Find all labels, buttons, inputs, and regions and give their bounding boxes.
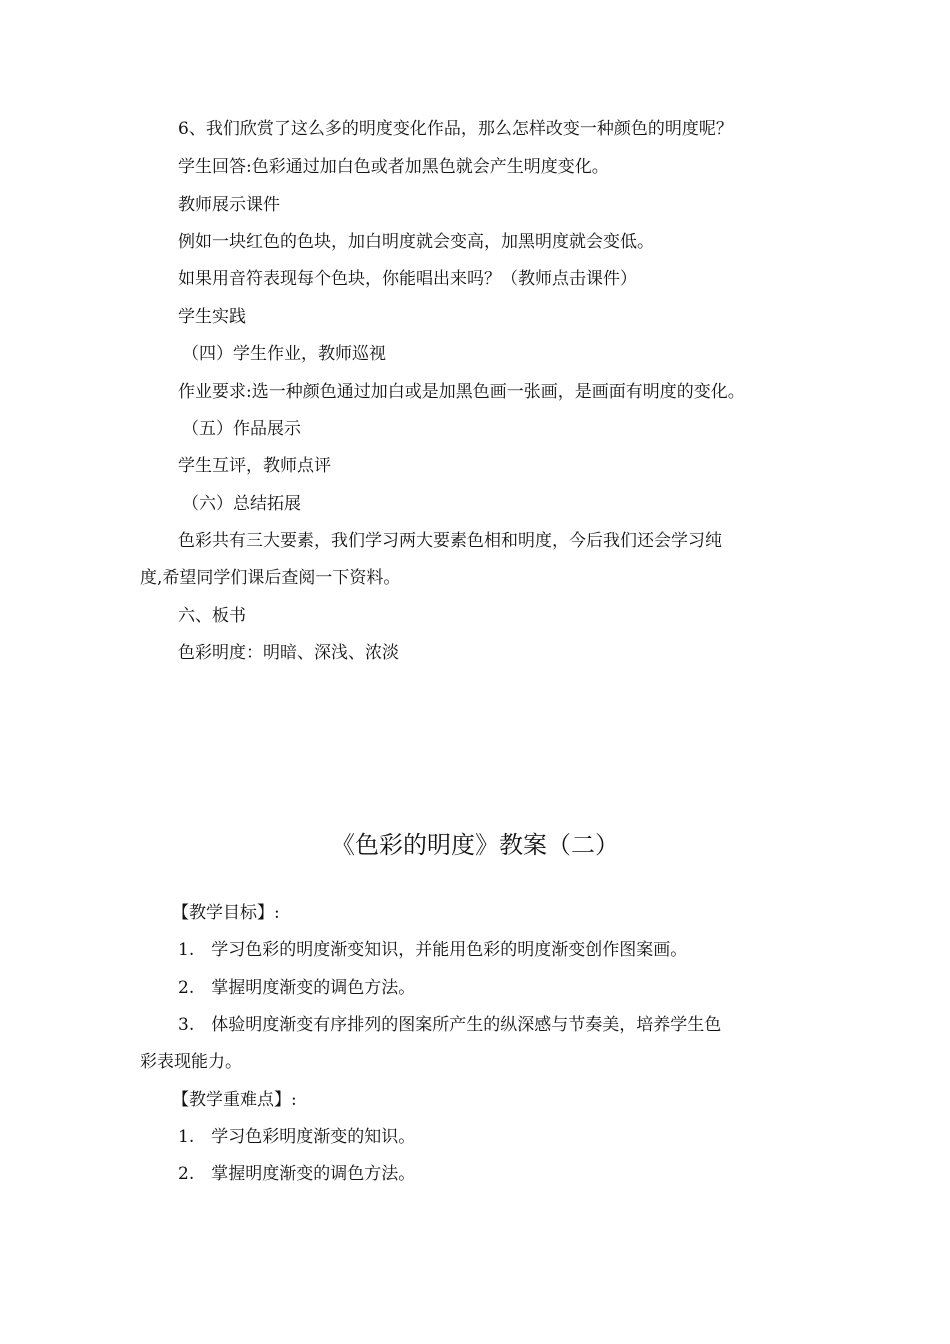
list-item: 1. 学习色彩明度渐变的知识。 — [178, 1127, 416, 1147]
subheading: 六、板书 — [178, 606, 246, 626]
text-line: 6、我们欣赏了这么多的明度变化作品，那么怎样改变一种颜色的明度呢？ — [178, 119, 733, 139]
text-line: 色彩明度：明暗、深浅、浓淡 — [178, 643, 399, 663]
subheading: （五）作品展示 — [182, 419, 301, 439]
subheading: （六）总结拓展 — [182, 494, 301, 514]
list-item: 3. 体验明度渐变有序排列的图案所产生的纵深感与节奏美，培养学生色 — [178, 1015, 722, 1035]
text-line: 彩表现能力。 — [140, 1052, 242, 1072]
subheading: （四）学生作业，教师巡视 — [182, 344, 386, 364]
document-title: 《色彩的明度》教案（二） — [331, 831, 619, 859]
text-line: 学生实践 — [178, 307, 246, 327]
list-item: 1. 学习色彩的明度渐变知识，并能用色彩的明度渐变创作图案画。 — [178, 940, 688, 960]
text-line: 作业要求:选一种颜色通过加白或是加黑色画一张画，是画面有明度的变化。 — [178, 382, 745, 402]
text-line: 教师展示课件 — [178, 195, 280, 215]
section-heading: 【教学重难点】: — [172, 1090, 297, 1110]
text-line: 学生互评，教师点评 — [178, 456, 331, 476]
text-line: 如果用音符表现每个色块，你能唱出来吗？（教师点击课件） — [178, 269, 637, 289]
text-line: 例如一块红色的色块，加白明度就会变高，加黑明度就会变低。 — [178, 232, 654, 252]
text-line: 色彩共有三大要素，我们学习两大要素色相和明度，今后我们还会学习纯 — [178, 531, 722, 551]
text-line: 度,希望同学们课后查阅一下资料。 — [140, 568, 401, 588]
section-heading: 【教学目标】: — [172, 903, 280, 923]
list-item: 2. 掌握明度渐变的调色方法。 — [178, 1164, 416, 1184]
list-item: 2. 掌握明度渐变的调色方法。 — [178, 978, 416, 998]
text-line: 学生回答:色彩通过加白色或者加黑色就会产生明度变化。 — [178, 157, 609, 177]
